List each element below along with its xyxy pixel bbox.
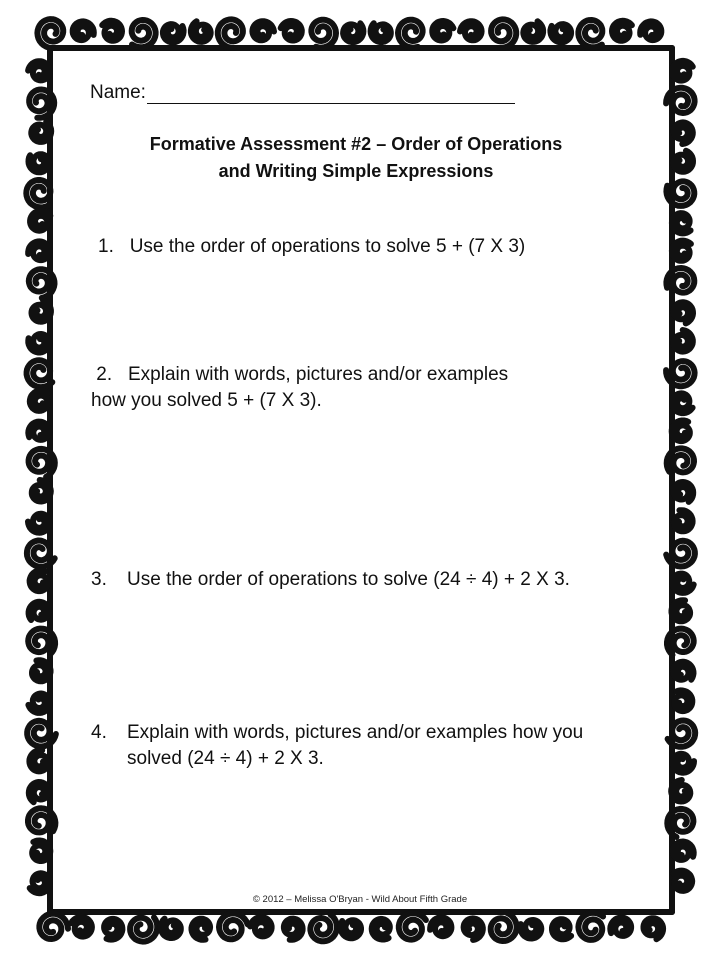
question-2-text-line-1: Explain with words, pictures and/or examples [127, 364, 509, 385]
question-3-number: 3. [91, 569, 107, 590]
copyright-footer: © 2012 – Melissa O'Bryan - Wild About Fifth Grade [252, 894, 468, 905]
question-2-text-line-2: how you solved 5 + (7 X 3). [91, 390, 322, 411]
name-write-line[interactable] [147, 85, 515, 104]
name-label: Name: [90, 82, 146, 103]
question-4-text: Explain with words, pictures and/or examples how you solved (24 ÷ 4) + 2 X 3. [127, 722, 584, 769]
question-1 [98, 234, 618, 260]
question-2-number: 2. [96, 364, 113, 385]
question-4-number: 4. [91, 722, 107, 743]
question-1-number: 1. [98, 236, 114, 257]
name-field[interactable] [90, 82, 515, 104]
question-3-text: Use the order of operations to solve (24 ÷ 4) + 2 X 3. [127, 569, 570, 590]
page-title [110, 131, 602, 185]
question-4 [91, 720, 621, 772]
title-line-2: and Writing Simple Expressions [218, 161, 494, 181]
question-1-text: Use the order of operations to solve 5 + (7 X 3) [129, 236, 526, 257]
question-3 [91, 567, 621, 593]
question-2 [91, 362, 611, 414]
title-line-1: Formative Assessment #2 – Order of Operations [149, 134, 563, 154]
